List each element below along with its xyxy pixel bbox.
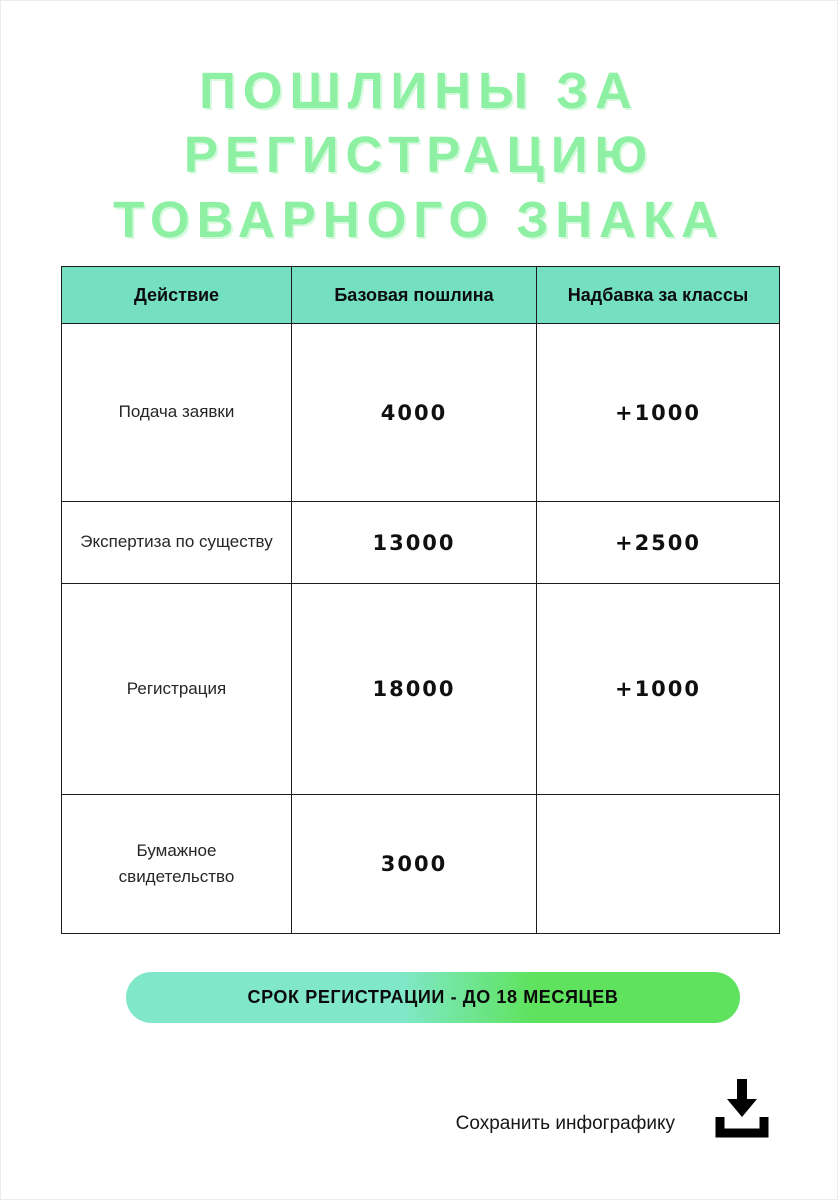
title-line-3: ТОВАРНОГО ЗНАКА [113, 190, 725, 248]
cell-base-fee: 13000 [292, 502, 537, 584]
column-header-class-surcharge: Надбавка за классы [537, 267, 780, 324]
fees-table [61, 266, 780, 934]
download-icon[interactable] [709, 1073, 775, 1143]
cell-action: Регистрация [62, 584, 292, 795]
cell-base-fee: 18000 [292, 584, 537, 795]
cell-action: Подача заявки [62, 324, 292, 502]
cell-action: Экспертиза по существу [62, 502, 292, 584]
page-title [1, 59, 837, 252]
cell-surcharge: +2500 [537, 502, 780, 584]
save-infographic-label: Сохранить инфографику [455, 1113, 675, 1134]
registration-period-banner [126, 972, 740, 1023]
cell-base-fee: 3000 [292, 795, 537, 934]
column-header-base-fee: Базовая пошлина [292, 267, 537, 324]
cell-surcharge: +1000 [537, 324, 780, 502]
column-header-action: Действие [62, 267, 292, 324]
title-line-2: РЕГИСТРАЦИЮ [183, 126, 655, 184]
table-row [62, 795, 780, 934]
title-line-1: ПОШЛИНЫ ЗА [199, 62, 639, 119]
cell-base-fee: 4000 [292, 324, 537, 502]
save-infographic-action[interactable] [456, 1073, 775, 1143]
cell-action: Бумажное свидетельство [62, 795, 292, 934]
table-row [62, 584, 780, 795]
table-row [62, 502, 780, 584]
cell-surcharge: +1000 [537, 584, 780, 795]
banner-text: СРОК РЕГИСТРАЦИИ - ДО 18 МЕСЯЦЕВ [247, 987, 619, 1007]
table-header-row [62, 267, 780, 324]
cell-surcharge [537, 795, 780, 934]
table-row [62, 324, 780, 502]
